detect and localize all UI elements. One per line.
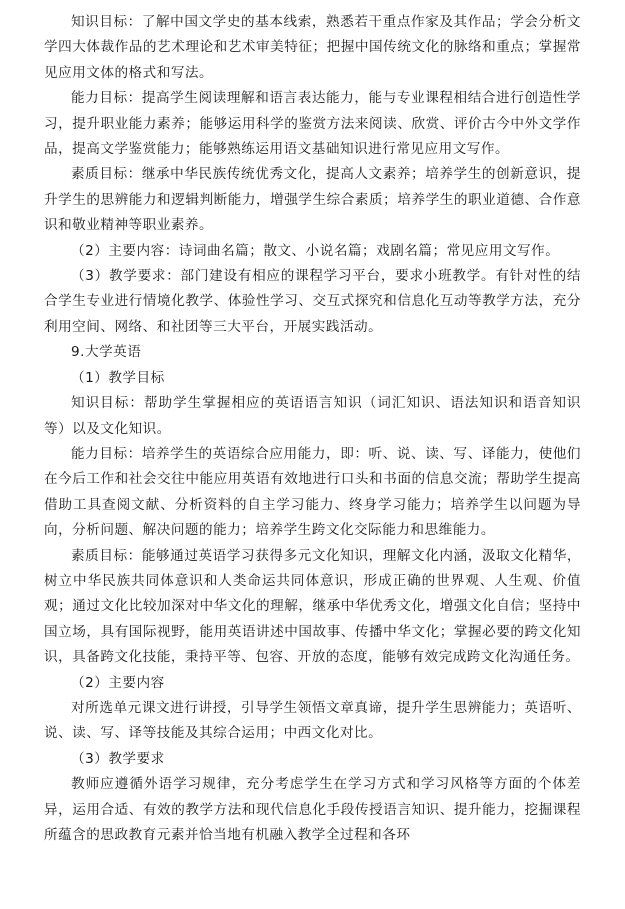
subheading-teaching-goals: （1）教学目标 — [71, 369, 165, 386]
paragraph-quality-goal-chinese: 素质目标：继承中华民族传统优秀文化，提高人文素养；培养学生的创新意识，提升学生的思辨能力和逻辑判断能力，增强学生综合素质；培养学生的职业道德、合作意识和敬业精神等职业素养。 — [44, 166, 581, 234]
paragraph-knowledge-goal-english: 知识目标：帮助学生掌握相应的英语语言知识（词汇知识、语法知识和语音知识等）以及文化知识。 — [44, 395, 581, 437]
paragraph-quality-goal-english: 素质目标：能够通过英语学习获得多元文化知识，理解文化内涵，汲取文化精华，树立中华民族共同体意识和人类命运共同体意识，形成正确的世界观、人生观、价值观；通过文化比较加深对中华文化的理解，继承中华优秀文化，增强文化自信；坚持中国立场，具有国际视野，能用英语讲述中国故事、传播中华文化；掌握必要的跨文化知识，具备跨文化技能，秉持平等、包容、开放的态度，能够有效完成跨文化沟通任务。 — [44, 547, 581, 666]
subheading-main-content: （2）主要内容 — [71, 674, 165, 691]
paragraph-main-content-english: 对所选单元课文进行讲授，引导学生领悟文章真谛，提升学生思辨能力；英语听、说、读、写、译等技能及其综合运用；中西文化对比。 — [44, 699, 581, 742]
paragraph-ability-goal-english: 能力目标：培养学生的英语综合应用能力，即：听、说、读、写、译能力，使他们在今后工作和社会交往中能应用英语有效地进行口头和书面的信息交流；帮助学生提高借助工具查阅文献、分析资料的自主学习能力、终身学习能力；培养学生以问题为导向，分析问题、解决问题的能力；培养学生跨文化交际能力和思维能力。 — [44, 445, 581, 539]
subheading-teaching-requirements: （3）教学要求 — [71, 750, 165, 767]
paragraph-teaching-requirements-english: 教师应遵循外语学习规律，充分考虑学生在学习方式和学习风格等方面的个体差异，运用合适、有效的教学方法和现代信息化手段传授语言知识、提升能力，挖掘课程所蕴含的思政教育元素并恰当地有机融入教学全过程和各环 — [44, 776, 581, 843]
paragraph-teaching-requirements-chinese: （3）教学要求：部门建设有相应的课程学习平台，要求小班教学。有针对性的结合学生专业进行情境化教学、体验性学习、交互式探究和信息化互动等教学方法，充分利用空间、网络、和社团等三大平台，开展实践活动。 — [44, 268, 581, 335]
paragraph-main-content-chinese: （2）主要内容：诗词曲名篇；散文、小说名篇；戏剧名篇；常见应用文写作。 — [71, 242, 560, 259]
paragraph-ability-goal-chinese: 能力目标：提高学生阅读理解和语言表达能力，能与专业课程相结合进行创造性学习，提升职业能力素养；能够运用科学的鉴赏方法来阅读、欣赏、评价古今中外文学作品，提高文学鉴赏能力；能够熟练运用语文基础知识进行常见应用文写作。 — [44, 90, 581, 158]
paragraph-knowledge-goal-chinese: 知识目标：了解中国文学史的基本线索，熟悉若干重点作家及其作品；学会分析文学四大体裁作品的艺术理论和艺术审美特征；把握中国传统文化的脉络和重点；掌握常见应用文体的格式和写法。 — [44, 14, 581, 81]
section-heading-college-english: 9.大学英语 — [71, 344, 142, 361]
